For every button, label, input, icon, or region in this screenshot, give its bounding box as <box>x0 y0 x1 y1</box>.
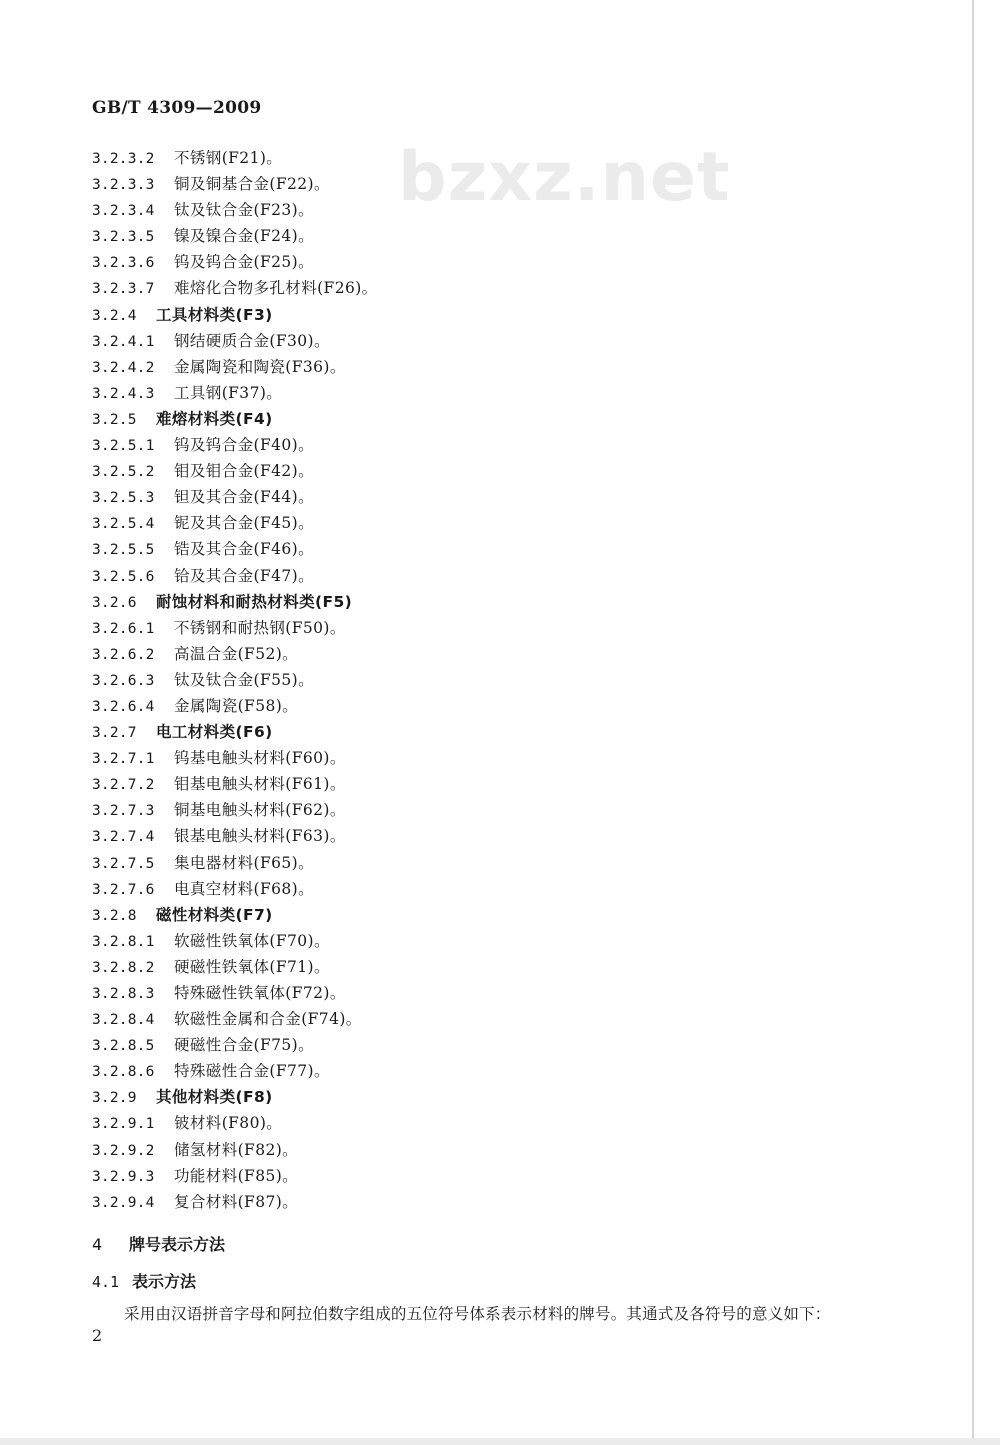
clause-item <box>92 980 952 1006</box>
clause-number: 3.2.6.1 <box>92 620 155 637</box>
body-paragraph: 采用由汉语拼音字母和阿拉伯数字组成的五位符号体系表示材料的牌号。其通式及各符号的意义如下： <box>124 1305 831 1323</box>
clause-number: 3.2.8.1 <box>92 933 155 950</box>
clause-item <box>92 745 952 771</box>
clause-text: 高温合金(F52)。 <box>174 644 299 663</box>
clause-item <box>92 328 952 354</box>
clause-item <box>92 1163 952 1189</box>
clause-number: 3.2.9.4 <box>92 1194 155 1211</box>
clause-item <box>92 380 952 406</box>
clause-text: 特殊磁性合金(F77)。 <box>174 1062 330 1081</box>
clause-text: 难熔化合物多孔材料(F26)。 <box>174 279 378 298</box>
clause-number: 3.2.6 <box>92 594 137 611</box>
clause-text: 铜及铜基合金(F22)。 <box>174 175 330 194</box>
clause-number: 3.2.4.2 <box>92 359 155 376</box>
clause-heading <box>92 1084 952 1110</box>
subsection-number: 4.1 <box>92 1273 120 1291</box>
clause-text: 钨及钨合金(F25)。 <box>174 253 314 272</box>
clause-number: 3.2.4 <box>92 307 137 324</box>
clause-text: 磁性材料类(F7) <box>156 905 273 924</box>
clause-number: 3.2.7.1 <box>92 751 155 768</box>
clause-heading <box>92 719 952 745</box>
clause-text: 金属陶瓷和陶瓷(F36)。 <box>174 357 346 376</box>
clause-number: 3.2.8.3 <box>92 986 155 1002</box>
clause-item <box>92 771 952 797</box>
clause-item <box>92 641 952 667</box>
clause-number: 3.2.8.6 <box>92 1064 155 1081</box>
clause-number: 3.2.5.6 <box>92 568 155 585</box>
clause-item <box>92 693 952 719</box>
clause-number: 3.2.3.3 <box>92 177 155 194</box>
clause-heading <box>92 302 952 328</box>
clause-item <box>92 876 952 902</box>
clause-text: 锆及其合金(F46)。 <box>174 540 314 559</box>
clause-number: 3.2.7.6 <box>92 881 155 898</box>
clause-number: 3.2.7.4 <box>92 829 155 846</box>
clause-item <box>92 1110 952 1136</box>
clause-item <box>92 1058 952 1084</box>
clause-text: 工具钢(F37)。 <box>174 383 283 402</box>
clause-text: 软磁性铁氧体(F70)。 <box>174 931 330 950</box>
page-edge-right <box>972 0 974 1445</box>
clause-item <box>92 197 952 223</box>
clause-item <box>92 510 952 536</box>
clause-number: 3.2.3.4 <box>92 203 155 220</box>
clause-item <box>92 171 952 197</box>
clause-text: 储氢材料(F82)。 <box>174 1140 299 1159</box>
clause-text: 复合材料(F87)。 <box>174 1192 299 1211</box>
clause-text: 不锈钢(F21)。 <box>174 149 283 167</box>
clause-item <box>92 458 952 484</box>
clause-text: 铍材料(F80)。 <box>174 1114 283 1133</box>
watermark: bzxz.net <box>398 138 731 217</box>
clause-item <box>92 1032 952 1058</box>
section-4-heading <box>92 1232 225 1255</box>
clause-item <box>92 249 952 275</box>
clause-text: 金属陶瓷(F58)。 <box>174 696 299 715</box>
clause-text: 钨基电触头材料(F60)。 <box>174 749 346 768</box>
clause-number: 3.2.8.2 <box>92 959 155 976</box>
clause-number: 3.2.7.2 <box>92 777 155 794</box>
clause-text: 铜基电触头材料(F62)。 <box>174 801 346 820</box>
clause-number: 3.2.7.3 <box>92 803 155 820</box>
clause-item <box>92 275 952 301</box>
clause-text: 钼及钼合金(F42)。 <box>174 462 314 481</box>
clause-number: 3.2.8 <box>92 907 137 924</box>
clause-text: 电真空材料(F68)。 <box>174 879 314 898</box>
clause-text: 钛及钛合金(F23)。 <box>174 201 314 220</box>
clause-item <box>92 1006 952 1032</box>
clause-number: 3.2.8.4 <box>92 1012 155 1029</box>
standard-number: GB/T 4309—2009 <box>92 98 262 118</box>
clause-number: 3.2.3.6 <box>92 255 155 272</box>
clause-number: 3.2.9.3 <box>92 1168 155 1185</box>
clause-item <box>92 563 952 589</box>
clause-item <box>92 615 952 641</box>
subsection-title: 表示方法 <box>132 1272 197 1291</box>
clause-text: 特殊磁性铁氧体(F72)。 <box>174 984 346 1002</box>
clause-heading <box>92 902 952 928</box>
clause-number: 3.2.5.1 <box>92 438 155 455</box>
clause-number: 3.2.6.2 <box>92 646 155 663</box>
clause-number: 3.2.7.5 <box>92 855 155 872</box>
clause-text: 不锈钢和耐热钢(F50)。 <box>174 618 346 637</box>
clause-number: 3.2.3.2 <box>92 151 155 167</box>
clause-text: 镍及镍合金(F24)。 <box>174 227 314 246</box>
clause-number: 3.2.9.1 <box>92 1116 155 1133</box>
section-title: 牌号表示方法 <box>129 1235 226 1254</box>
clause-text: 铌及其合金(F45)。 <box>174 514 314 533</box>
clause-number: 3.2.9.2 <box>92 1142 155 1159</box>
clause-list <box>92 145 952 1215</box>
clause-item <box>92 797 952 823</box>
clause-text: 其他材料类(F8) <box>156 1088 273 1107</box>
clause-number: 3.2.4.1 <box>92 333 155 350</box>
clause-heading <box>92 589 952 615</box>
clause-number: 3.2.5.3 <box>92 490 155 507</box>
clause-text: 工具材料类(F3) <box>156 305 273 324</box>
clause-text: 集电器材料(F65)。 <box>174 853 314 872</box>
clause-item <box>92 1189 952 1215</box>
clause-text: 钼基电触头材料(F61)。 <box>174 775 346 794</box>
clause-number: 3.2.6.3 <box>92 672 155 689</box>
clause-text: 软磁性金属和合金(F74)。 <box>174 1010 362 1029</box>
clause-item <box>92 223 952 249</box>
clause-number: 3.2.5.2 <box>92 464 155 481</box>
clause-text: 硬磁性铁氧体(F71)。 <box>174 957 330 976</box>
page-edge-bottom <box>0 1438 1000 1445</box>
clause-text: 难熔材料类(F4) <box>156 409 273 428</box>
section-4-1-heading <box>92 1269 196 1292</box>
page-number: 2 <box>92 1326 103 1345</box>
clause-text: 钛及钛合金(F55)。 <box>174 670 314 689</box>
clause-text: 钽及其合金(F44)。 <box>174 488 314 507</box>
clause-item <box>92 536 952 562</box>
clause-number: 3.2.9 <box>92 1090 137 1107</box>
clause-item <box>92 954 952 980</box>
clause-item <box>92 1137 952 1163</box>
clause-text: 功能材料(F85)。 <box>174 1166 299 1185</box>
clause-text: 钢结硬质合金(F30)。 <box>174 331 330 350</box>
clause-number: 3.2.5.5 <box>92 542 155 559</box>
clause-text: 铪及其合金(F47)。 <box>174 566 314 585</box>
clause-number: 3.2.6.4 <box>92 698 155 715</box>
clause-item <box>92 354 952 380</box>
clause-text: 电工材料类(F6) <box>156 723 273 742</box>
clause-item <box>92 484 952 510</box>
clause-number: 3.2.3.5 <box>92 229 155 246</box>
clause-item <box>92 667 952 693</box>
clause-item <box>92 850 952 876</box>
clause-text: 耐蚀材料和耐热材料类(F5) <box>156 592 353 611</box>
clause-number: 3.2.3.7 <box>92 281 155 298</box>
clause-item <box>92 823 952 849</box>
clause-item <box>92 145 952 171</box>
clause-item <box>92 432 952 458</box>
clause-text: 钨及钨合金(F40)。 <box>174 436 314 455</box>
clause-number: 3.2.8.5 <box>92 1038 155 1055</box>
clause-number: 3.2.5 <box>92 411 137 428</box>
clause-heading <box>92 406 952 432</box>
clause-number: 3.2.4.3 <box>92 385 155 402</box>
clause-number: 3.2.7 <box>92 725 137 742</box>
clause-item <box>92 928 952 954</box>
clause-text: 硬磁性合金(F75)。 <box>174 1036 314 1055</box>
clause-text: 银基电触头材料(F63)。 <box>174 827 346 846</box>
section-number: 4 <box>92 1235 103 1254</box>
clause-number: 3.2.5.4 <box>92 516 155 533</box>
